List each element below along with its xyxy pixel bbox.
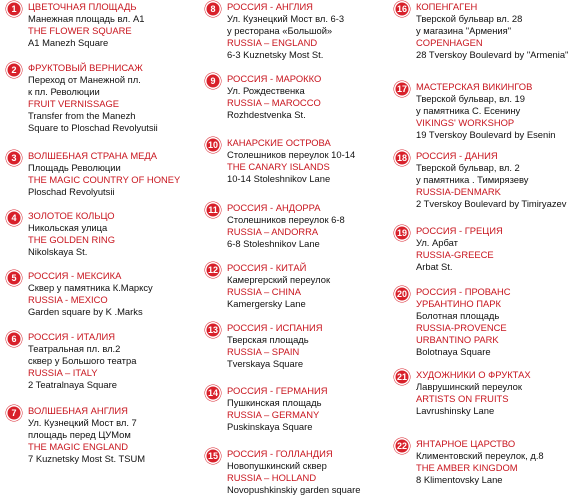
location-title-line: РОССИЯ - АНГЛИЯ: [227, 1, 313, 12]
location-address-line: 2 Teatralnaya Square: [28, 379, 117, 390]
location-address-line: Театральная пл. вл.2: [28, 343, 121, 354]
location-address-line: Ул. Рождественка: [227, 85, 305, 96]
location-title-line: RUSSIA – HOLLAND: [227, 472, 317, 483]
location-title-line: ЦВЕТОЧНАЯ ПЛОЩАДЬ: [28, 1, 137, 12]
location-title-line: THE MAGIC COUNTRY OF HONEY: [28, 174, 181, 185]
location-address-line: Kamergersky Lane: [227, 298, 306, 309]
location-text: [416, 369, 531, 417]
location-number-badge: 10: [205, 137, 221, 153]
location-title-line: RUSSIA-DENMARK: [416, 186, 501, 197]
location-number-badge: 1: [6, 1, 22, 17]
location-title-line: RUSSIA – GERMANY: [227, 409, 320, 420]
location-text: [227, 262, 330, 310]
location-address-line: Новопушкинский сквер: [227, 460, 327, 471]
location-address-line: 7 Kuznetsky Most St. TSUM: [28, 453, 146, 464]
location-title-line: ФРУКТОВЫЙ ВЕРНИСАЖ: [28, 62, 143, 73]
location-title-line: РОССИЯ - ИТАЛИЯ: [28, 331, 115, 342]
location-number-badge: 18: [394, 150, 410, 166]
location-address-line: Lavrushinsky Lane: [416, 405, 495, 416]
location-address-line: Ул. Кузнецкий Мост вл. 6-3: [227, 13, 345, 24]
location-title-line: FRUIT VERNISSAGE: [28, 98, 119, 109]
location-address-line: Rozhdestvenka St.: [227, 109, 306, 120]
location-title-line: RUSSIA – ENGLAND: [227, 37, 318, 48]
location-address-line: 6-3 Kuznetsky Most St.: [227, 49, 324, 60]
location-title-line: THE MAGIC ENGLAND: [28, 441, 129, 452]
location-address-line: Болотная площадь: [416, 310, 500, 321]
location-title-line: ВОЛШЕБНАЯ СТРАНА МЕДА: [28, 150, 158, 161]
location-title-line: RUSSIA – SPAIN: [227, 346, 300, 357]
location-title-line: РОССИЯ - МЕКСИКА: [28, 270, 122, 281]
location-title-line: ЗОЛОТОЕ КОЛЬЦО: [28, 210, 115, 221]
location-title-line: РОССИЯ - КИТАЙ: [227, 262, 307, 273]
location-address-line: Square to Ploschad Revolyutsii: [28, 122, 158, 133]
location-title-line: РОССИЯ - ДАНИЯ: [416, 150, 498, 161]
location-address-line: Сквер у памятника К.Марксу: [28, 282, 153, 293]
location-title-line: УРБАНТИНО ПАРК: [416, 298, 502, 309]
location-number-badge: 5: [6, 270, 22, 286]
location-text: [227, 448, 360, 496]
location-address-line: Никольская улица: [28, 222, 108, 233]
location-address-line: Столешников переулок 10-14: [227, 149, 356, 160]
location-number-badge: 15: [205, 448, 221, 464]
location-address-line: у памятника . Тимирязеву: [416, 174, 529, 185]
location-address-line: Камергерский переулок: [227, 274, 331, 285]
location-address-line: Tverskaya Square: [227, 358, 304, 369]
location-address-line: Novopushkinskiy garden square: [227, 484, 361, 495]
location-address-line: Garden square by K .Marks: [28, 306, 143, 317]
location-address-line: Bolotnaya Square: [416, 346, 491, 357]
location-title-line: RUSSIA - MEXICO: [28, 294, 108, 305]
location-address-line: Arbat St.: [416, 261, 453, 272]
location-address-line: Тверской бульвар вл. 28: [416, 13, 523, 24]
location-text: [227, 73, 321, 121]
location-title-line: RUSSIA – ITALY: [28, 367, 98, 378]
location-number-badge: 2: [6, 62, 22, 78]
location-number-badge: 4: [6, 210, 22, 226]
location-text: [416, 286, 511, 358]
location-address-line: Ул. Кузнецкий Мост вл. 7: [28, 417, 137, 428]
location-title-line: РОССИЯ - ПРОВАНС: [416, 286, 511, 297]
location-title-line: РОССИЯ - ГРЕЦИЯ: [416, 225, 503, 236]
location-text: [227, 202, 345, 250]
location-title-line: ARTISTS ON FRUITS: [416, 393, 509, 404]
location-number-badge: 6: [6, 331, 22, 347]
location-text: [28, 270, 153, 318]
location-address-line: Transfer from the Manezh: [28, 110, 136, 121]
location-address-line: 28 Tverskoy Boulevard by "Armenia": [416, 49, 569, 60]
location-address-line: 19 Tverskoy Boulevard by Esenin: [416, 129, 556, 140]
location-title-line: ВОЛШЕБНАЯ АНГЛИЯ: [28, 405, 128, 416]
location-number-badge: 9: [205, 73, 221, 89]
location-title-line: RUSSIA – ANDORRA: [227, 226, 319, 237]
location-address-line: у магазина "Армения": [416, 25, 512, 36]
location-text: [227, 322, 323, 370]
location-number-badge: 13: [205, 322, 221, 338]
location-address-line: сквер у Большого театра: [28, 355, 137, 366]
location-address-line: Площадь Революции: [28, 162, 121, 173]
location-number-badge: 8: [205, 1, 221, 17]
location-text: [227, 385, 328, 433]
location-address-line: Puskinskaya Square: [227, 421, 313, 432]
location-title-line: РОССИЯ - ГОЛЛАНДИЯ: [227, 448, 333, 459]
location-title-line: COPENHAGEN: [416, 37, 483, 48]
location-text: [416, 225, 503, 273]
location-number-badge: 12: [205, 262, 221, 278]
location-title-line: RUSSIA-GREECE: [416, 249, 494, 260]
location-address-line: Лаврушинский переулок: [416, 381, 522, 392]
location-text: [28, 210, 115, 258]
location-title-line: THE CANARY ISLANDS: [227, 161, 330, 172]
location-address-line: Ул. Арбат: [416, 237, 458, 248]
location-number-badge: 20: [394, 286, 410, 302]
location-title-line: THE GOLDEN RING: [28, 234, 115, 245]
location-text: [28, 405, 145, 465]
location-address-line: Столешников переулок 6-8: [227, 214, 345, 225]
location-title-line: RUSSIA-PROVENCE: [416, 322, 507, 333]
location-text: [28, 1, 144, 49]
location-title-line: VIKINGS' WORKSHOP: [416, 117, 515, 128]
location-title-line: THE AMBER KINGDOM: [416, 462, 518, 473]
location-title-line: РОССИЯ - МАРОККО: [227, 73, 322, 84]
location-address-line: 10-14 Stoleshnikov Lane: [227, 173, 331, 184]
location-title-line: URBANTINO PARK: [416, 334, 499, 345]
location-number-badge: 11: [205, 202, 221, 218]
location-address-line: 8 Klimentovsky Lane: [416, 474, 503, 485]
location-title-line: РОССИЯ - АНДОРРА: [227, 202, 321, 213]
location-number-badge: 17: [394, 81, 410, 97]
location-title-line: THE FLOWER SQUARE: [28, 25, 132, 36]
location-address-line: A1 Manezh Square: [28, 37, 109, 48]
location-address-line: Климентовский переулок, д.8: [416, 450, 544, 461]
location-text: [227, 1, 344, 61]
location-text: [416, 150, 566, 210]
location-address-line: 2 Tverskoy Boulevard by Timiryazev: [416, 198, 567, 209]
location-address-line: Переход от Манежной пл.: [28, 74, 141, 85]
location-address-line: к пл. Революции: [28, 86, 100, 97]
location-text: [416, 1, 568, 61]
location-text: [28, 150, 180, 198]
location-title-line: RUSSIA – CHINA: [227, 286, 301, 297]
location-address-line: Тверская площадь: [227, 334, 309, 345]
location-address-line: Ploschad Revolyutsii: [28, 186, 115, 197]
location-text: [227, 137, 355, 185]
location-title-line: РОССИЯ - ГЕРМАНИЯ: [227, 385, 328, 396]
location-address-line: Пушкинская площадь: [227, 397, 322, 408]
location-title-line: РОССИЯ - ИСПАНИЯ: [227, 322, 323, 333]
location-number-badge: 7: [6, 405, 22, 421]
location-title-line: RUSSIA – MAROCCO: [227, 97, 321, 108]
location-address-line: у ресторана «Большой»: [227, 25, 333, 36]
location-number-badge: 21: [394, 369, 410, 385]
location-number-badge: 14: [205, 385, 221, 401]
location-title-line: ЯНТАРНОЕ ЦАРСТВО: [416, 438, 516, 449]
location-address-line: Nikolskaya St.: [28, 246, 88, 257]
location-address-line: Тверской бульвар, вл. 19: [416, 93, 525, 104]
location-address-line: 6-8 Stoleshnikov Lane: [227, 238, 320, 249]
location-title-line: ХУДОЖНИКИ О ФРУКТАХ: [416, 369, 531, 380]
location-number-badge: 19: [394, 225, 410, 241]
location-text: [28, 62, 158, 134]
location-number-badge: 16: [394, 1, 410, 17]
location-title-line: КОПЕНГАГЕН: [416, 1, 478, 12]
location-title-line: МАСТЕРСКАЯ ВИКИНГОВ: [416, 81, 533, 92]
location-number-badge: 22: [394, 438, 410, 454]
location-address-line: площадь перед ЦУМом: [28, 429, 131, 440]
location-address-line: Манежная площадь вл. А1: [28, 13, 145, 24]
location-address-line: у памятника С. Есенину: [416, 105, 521, 116]
location-address-line: Тверской бульвар, вл. 2: [416, 162, 520, 173]
location-number-badge: 3: [6, 150, 22, 166]
location-text: [28, 331, 136, 391]
location-text: [416, 438, 544, 486]
location-text: [416, 81, 556, 141]
location-title-line: КАНАРСКИЕ ОСТРОВА: [227, 137, 331, 148]
